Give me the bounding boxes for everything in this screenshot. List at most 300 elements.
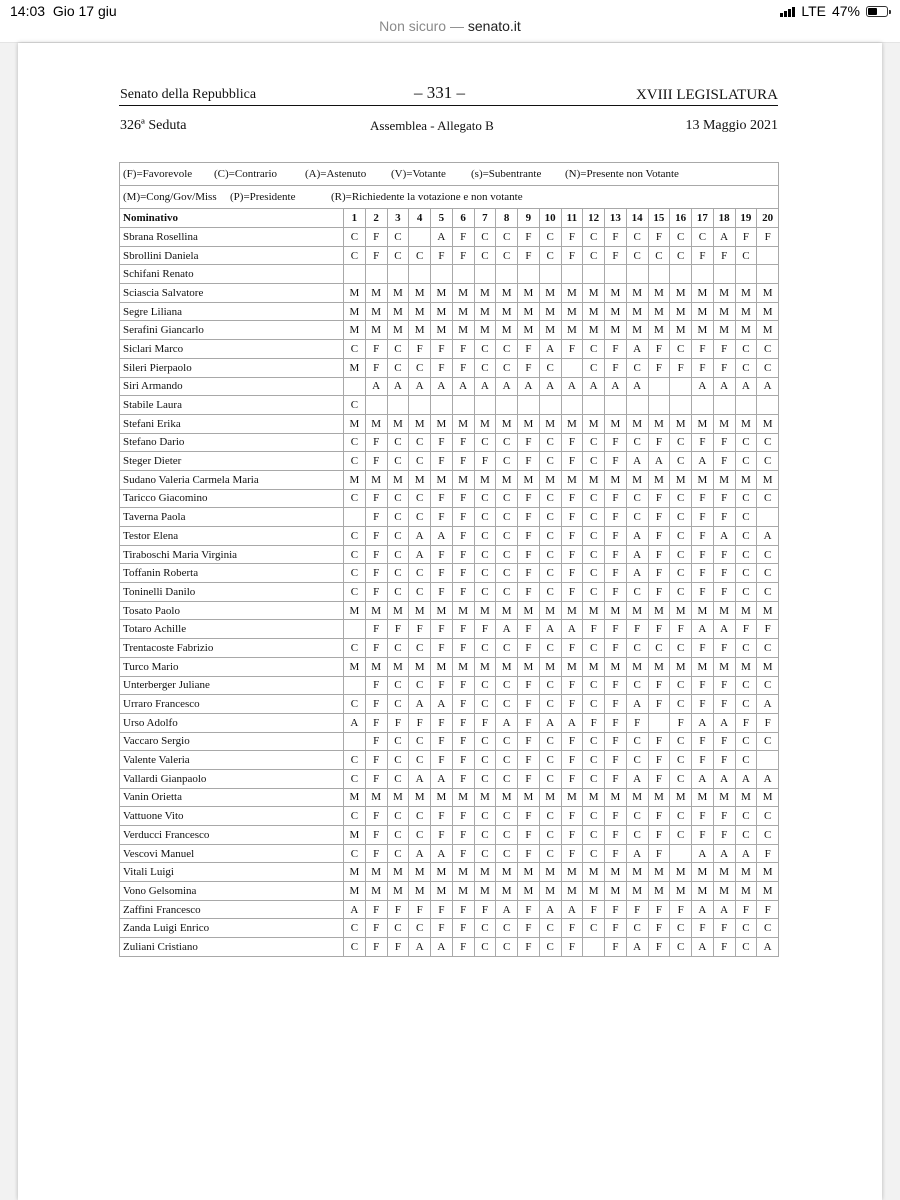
vote-cell: C: [344, 583, 366, 602]
senator-row: [120, 844, 779, 863]
senator-row: [120, 321, 779, 340]
vote-cell: F: [605, 751, 627, 770]
vote-cell: C: [344, 844, 366, 863]
vote-cell: F: [583, 713, 605, 732]
vote-cell: M: [735, 284, 757, 303]
vote-number-header: 9: [518, 209, 540, 228]
vote-cell: F: [692, 639, 714, 658]
vote-cell: M: [583, 657, 605, 676]
vote-cell: M: [561, 284, 583, 303]
vote-cell: F: [605, 527, 627, 546]
vote-cell: M: [561, 302, 583, 321]
vote-cell: F: [452, 807, 474, 826]
senator-name: Trentacoste Fabrizio: [120, 639, 344, 658]
vote-cell: C: [539, 639, 561, 658]
vote-cell: F: [713, 751, 735, 770]
vote-cell: A: [431, 527, 453, 546]
vote-cell: C: [496, 508, 518, 527]
vote-cell: F: [561, 246, 583, 265]
vote-cell: C: [387, 489, 409, 508]
vote-cell: M: [692, 302, 714, 321]
vote-cell: M: [518, 863, 540, 882]
vote-cell: F: [692, 751, 714, 770]
vote-cell: A: [365, 377, 387, 396]
vote-cell: C: [387, 358, 409, 377]
signal-icon: [780, 6, 795, 17]
vote-cell: M: [583, 321, 605, 340]
vote-cell: A: [344, 900, 366, 919]
vote-cell: C: [409, 358, 431, 377]
vote-cell: F: [365, 433, 387, 452]
vote-number-header: 18: [713, 209, 735, 228]
vote-cell: C: [735, 433, 757, 452]
vote-cell: A: [561, 900, 583, 919]
vote-cell: F: [648, 676, 670, 695]
vote-cell: [344, 620, 366, 639]
vote-cell: M: [409, 882, 431, 901]
vote-cell: F: [431, 583, 453, 602]
vote-cell: M: [561, 788, 583, 807]
vote-cell: C: [583, 527, 605, 546]
vote-cell: [561, 396, 583, 415]
vote-cell: C: [583, 340, 605, 359]
vote-cell: C: [474, 583, 496, 602]
vote-cell: F: [561, 489, 583, 508]
vote-cell: M: [670, 302, 692, 321]
vote-cell: A: [431, 769, 453, 788]
vote-cell: [626, 265, 648, 284]
vote-cell: C: [670, 676, 692, 695]
vote-cell: F: [431, 545, 453, 564]
vote-cell: F: [626, 713, 648, 732]
vote-cell: C: [539, 826, 561, 845]
senator-row: [120, 284, 779, 303]
vote-cell: [648, 713, 670, 732]
vote-cell: M: [539, 657, 561, 676]
vote-cell: M: [605, 601, 627, 620]
vote-cell: C: [539, 807, 561, 826]
vote-cell: M: [365, 470, 387, 489]
vote-cell: C: [387, 340, 409, 359]
vote-cell: F: [713, 489, 735, 508]
vote-cell: M: [365, 882, 387, 901]
vote-cell: F: [365, 246, 387, 265]
vote-cell: F: [670, 900, 692, 919]
vote-cell: M: [409, 863, 431, 882]
vote-cell: [496, 396, 518, 415]
vote-cell: M: [474, 863, 496, 882]
vote-cell: M: [713, 788, 735, 807]
vote-cell: C: [670, 826, 692, 845]
vote-cell: M: [409, 657, 431, 676]
vote-cell: C: [539, 433, 561, 452]
vote-cell: F: [713, 246, 735, 265]
senator-row: [120, 620, 779, 639]
vote-cell: C: [626, 433, 648, 452]
vote-cell: C: [387, 564, 409, 583]
vote-cell: F: [452, 938, 474, 957]
vote-cell: A: [518, 377, 540, 396]
vote-cell: [757, 265, 779, 284]
vote-cell: M: [670, 414, 692, 433]
vote-cell: F: [365, 900, 387, 919]
vote-cell: F: [757, 228, 779, 247]
vote-cell: M: [539, 788, 561, 807]
vote-cell: M: [474, 302, 496, 321]
vote-cell: F: [648, 620, 670, 639]
vote-cell: M: [605, 882, 627, 901]
vote-cell: C: [583, 358, 605, 377]
vote-cell: C: [626, 228, 648, 247]
vote-cell: M: [474, 601, 496, 620]
vote-cell: C: [496, 826, 518, 845]
vote-cell: M: [431, 284, 453, 303]
vote-cell: C: [344, 527, 366, 546]
vote-cell: F: [692, 246, 714, 265]
senator-name: Verducci Francesco: [120, 826, 344, 845]
vote-cell: A: [757, 377, 779, 396]
vote-cell: C: [387, 919, 409, 938]
vote-cell: F: [692, 358, 714, 377]
vote-cell: M: [605, 657, 627, 676]
vote-cell: F: [561, 938, 583, 957]
vote-cell: [713, 396, 735, 415]
vote-cell: A: [409, 938, 431, 957]
vote-cell: M: [539, 284, 561, 303]
vote-table: [119, 162, 779, 957]
vote-cell: C: [583, 751, 605, 770]
vote-cell: C: [474, 433, 496, 452]
vote-cell: C: [496, 564, 518, 583]
vote-cell: [648, 396, 670, 415]
vote-cell: M: [344, 414, 366, 433]
legend-favorevole: (F)=Favorevole: [123, 168, 193, 180]
vote-cell: [496, 265, 518, 284]
vote-cell: M: [735, 882, 757, 901]
vote-cell: M: [452, 882, 474, 901]
vote-cell: M: [496, 284, 518, 303]
vote-cell: A: [735, 844, 757, 863]
vote-cell: C: [757, 583, 779, 602]
vote-cell: M: [561, 863, 583, 882]
vote-cell: C: [409, 433, 431, 452]
vote-number-header: 3: [387, 209, 409, 228]
senator-row: [120, 508, 779, 527]
vote-cell: F: [431, 620, 453, 639]
vote-number-header: 1: [344, 209, 366, 228]
vote-cell: A: [561, 713, 583, 732]
vote-cell: C: [409, 452, 431, 471]
vote-cell: F: [518, 826, 540, 845]
vote-cell: F: [561, 583, 583, 602]
vote-cell: M: [452, 601, 474, 620]
vote-cell: A: [409, 545, 431, 564]
vote-cell: M: [431, 882, 453, 901]
vote-cell: C: [670, 433, 692, 452]
vote-cell: F: [431, 639, 453, 658]
vote-cell: M: [735, 657, 757, 676]
vote-cell: F: [713, 807, 735, 826]
vote-cell: C: [474, 938, 496, 957]
senator-name: Schifani Renato: [120, 265, 344, 284]
vote-cell: M: [605, 284, 627, 303]
vote-cell: M: [496, 657, 518, 676]
vote-cell: M: [735, 414, 757, 433]
vote-cell: C: [387, 844, 409, 863]
vote-cell: M: [626, 414, 648, 433]
vote-cell: A: [431, 844, 453, 863]
vote-cell: F: [365, 938, 387, 957]
vote-cell: F: [757, 713, 779, 732]
vote-cell: C: [387, 433, 409, 452]
vote-cell: F: [452, 639, 474, 658]
vote-cell: M: [626, 863, 648, 882]
vote-cell: C: [409, 489, 431, 508]
vote-cell: C: [496, 639, 518, 658]
senator-name: Sudano Valeria Carmela Maria: [120, 470, 344, 489]
vote-cell: M: [409, 601, 431, 620]
senator-name: Stefani Erika: [120, 414, 344, 433]
vote-cell: F: [692, 564, 714, 583]
vote-cell: F: [365, 713, 387, 732]
senator-name: Zaffini Francesco: [120, 900, 344, 919]
vote-cell: M: [713, 414, 735, 433]
senator-row: [120, 489, 779, 508]
senator-name: Tiraboschi Maria Virginia: [120, 545, 344, 564]
security-label: Non sicuro: [379, 18, 447, 34]
vote-cell: M: [561, 882, 583, 901]
vote-cell: M: [539, 414, 561, 433]
vote-cell: C: [344, 489, 366, 508]
vote-cell: C: [387, 807, 409, 826]
vote-cell: C: [539, 527, 561, 546]
vote-cell: A: [539, 713, 561, 732]
vote-cell: M: [757, 601, 779, 620]
vote-cell: M: [365, 302, 387, 321]
senator-row: [120, 863, 779, 882]
vote-cell: M: [735, 302, 757, 321]
vote-cell: C: [344, 807, 366, 826]
vote-cell: F: [518, 938, 540, 957]
vote-cell: C: [757, 807, 779, 826]
vote-cell: F: [561, 844, 583, 863]
vote-cell: F: [431, 919, 453, 938]
legend-presidente: (P)=Presidente: [230, 191, 296, 203]
vote-cell: F: [713, 583, 735, 602]
vote-cell: A: [626, 377, 648, 396]
vote-cell: M: [431, 863, 453, 882]
vote-cell: [539, 265, 561, 284]
vote-number-header: 15: [648, 209, 670, 228]
document-page: [18, 43, 882, 1200]
vote-cell: C: [409, 732, 431, 751]
vote-cell: M: [474, 284, 496, 303]
vote-cell: A: [713, 228, 735, 247]
vote-cell: F: [583, 620, 605, 639]
vote-cell: C: [474, 676, 496, 695]
vote-cell: C: [735, 527, 757, 546]
vote-cell: C: [757, 433, 779, 452]
vote-cell: [583, 396, 605, 415]
vote-cell: F: [387, 900, 409, 919]
vote-cell: M: [648, 882, 670, 901]
vote-cell: A: [713, 769, 735, 788]
senator-name: Taricco Giacomino: [120, 489, 344, 508]
vote-cell: C: [344, 695, 366, 714]
vote-cell: C: [735, 751, 757, 770]
vote-cell: M: [387, 601, 409, 620]
vote-cell: [474, 396, 496, 415]
vote-cell: M: [583, 302, 605, 321]
vote-cell: F: [561, 228, 583, 247]
vote-cell: A: [344, 713, 366, 732]
vote-cell: C: [670, 919, 692, 938]
vote-cell: M: [518, 470, 540, 489]
vote-cell: M: [735, 788, 757, 807]
senator-name: Sciascia Salvatore: [120, 284, 344, 303]
vote-cell: F: [692, 489, 714, 508]
vote-cell: C: [409, 564, 431, 583]
vote-cell: C: [735, 340, 757, 359]
vote-cell: [648, 377, 670, 396]
vote-cell: M: [583, 414, 605, 433]
vote-cell: [583, 938, 605, 957]
vote-cell: F: [561, 769, 583, 788]
vote-cell: M: [387, 882, 409, 901]
vote-cell: C: [735, 938, 757, 957]
senator-row: [120, 769, 779, 788]
vote-cell: A: [626, 527, 648, 546]
vote-cell: F: [452, 340, 474, 359]
vote-cell: [561, 358, 583, 377]
vote-cell: F: [692, 527, 714, 546]
vote-cell: C: [344, 769, 366, 788]
vote-cell: C: [735, 919, 757, 938]
senator-row: [120, 695, 779, 714]
vote-cell: C: [387, 228, 409, 247]
vote-cell: [735, 265, 757, 284]
vote-cell: M: [539, 470, 561, 489]
vote-cell: C: [670, 452, 692, 471]
vote-cell: F: [713, 452, 735, 471]
senator-name: Urso Adolfo: [120, 713, 344, 732]
address-bar[interactable]: [0, 18, 900, 43]
vote-cell: M: [626, 788, 648, 807]
vote-cell: C: [735, 826, 757, 845]
vote-cell: M: [713, 601, 735, 620]
vote-cell: [387, 265, 409, 284]
vote-cell: C: [583, 826, 605, 845]
vote-cell: M: [409, 788, 431, 807]
vote-cell: F: [431, 807, 453, 826]
vote-cell: A: [735, 377, 757, 396]
vote-cell: A: [757, 695, 779, 714]
vote-cell: M: [757, 788, 779, 807]
vote-cell: F: [670, 358, 692, 377]
vote-cell: F: [365, 452, 387, 471]
vote-cell: F: [365, 751, 387, 770]
vote-cell: M: [365, 788, 387, 807]
vote-cell: C: [474, 919, 496, 938]
senator-name: Zuliani Cristiano: [120, 938, 344, 957]
vote-cell: M: [431, 601, 453, 620]
vote-cell: [692, 265, 714, 284]
vote-cell: C: [757, 358, 779, 377]
vote-cell: M: [387, 414, 409, 433]
vote-cell: F: [735, 900, 757, 919]
vote-cell: F: [692, 545, 714, 564]
vote-cell: [713, 265, 735, 284]
vote-cell: F: [431, 826, 453, 845]
vote-cell: F: [605, 713, 627, 732]
vote-cell: C: [583, 676, 605, 695]
vote-cell: F: [692, 676, 714, 695]
vote-cell: M: [474, 470, 496, 489]
vote-cell: F: [365, 695, 387, 714]
vote-cell: M: [757, 470, 779, 489]
senator-row: [120, 657, 779, 676]
vote-cell: F: [518, 713, 540, 732]
vote-cell: [344, 377, 366, 396]
vote-cell: [670, 265, 692, 284]
senator-name: Serafini Giancarlo: [120, 321, 344, 340]
vote-number-header: 5: [431, 209, 453, 228]
document-viewer[interactable]: [0, 43, 900, 1200]
vote-cell: [605, 396, 627, 415]
vote-cell: F: [605, 508, 627, 527]
vote-cell: F: [431, 340, 453, 359]
vote-cell: C: [539, 769, 561, 788]
senator-row: [120, 788, 779, 807]
vote-cell: M: [431, 657, 453, 676]
senator-name: Vescovi Manuel: [120, 844, 344, 863]
vote-cell: F: [431, 751, 453, 770]
vote-cell: M: [692, 882, 714, 901]
vote-cell: C: [626, 358, 648, 377]
vote-cell: M: [648, 863, 670, 882]
vote-cell: F: [452, 358, 474, 377]
senator-row: [120, 564, 779, 583]
vote-cell: M: [344, 882, 366, 901]
vote-cell: C: [387, 452, 409, 471]
vote-cell: F: [648, 228, 670, 247]
vote-cell: F: [452, 900, 474, 919]
senator-name: Stefano Dario: [120, 433, 344, 452]
vote-cell: F: [452, 919, 474, 938]
vote-cell: F: [561, 340, 583, 359]
institution-name: Senato della Repubblica: [120, 87, 257, 102]
vote-cell: F: [365, 358, 387, 377]
legend-row: [120, 163, 779, 186]
vote-cell: M: [561, 321, 583, 340]
vote-cell: C: [474, 732, 496, 751]
senator-name: Steger Dieter: [120, 452, 344, 471]
vote-cell: M: [409, 302, 431, 321]
senator-name: Toninelli Danilo: [120, 583, 344, 602]
vote-cell: M: [605, 788, 627, 807]
vote-cell: F: [365, 826, 387, 845]
vote-cell: A: [692, 452, 714, 471]
vote-cell: C: [670, 583, 692, 602]
vote-cell: A: [626, 564, 648, 583]
vote-cell: F: [431, 713, 453, 732]
vote-cell: M: [452, 302, 474, 321]
vote-number-header: 20: [757, 209, 779, 228]
vote-cell: C: [692, 228, 714, 247]
vote-cell: [626, 396, 648, 415]
vote-cell: M: [452, 788, 474, 807]
vote-number-header: 19: [735, 209, 757, 228]
